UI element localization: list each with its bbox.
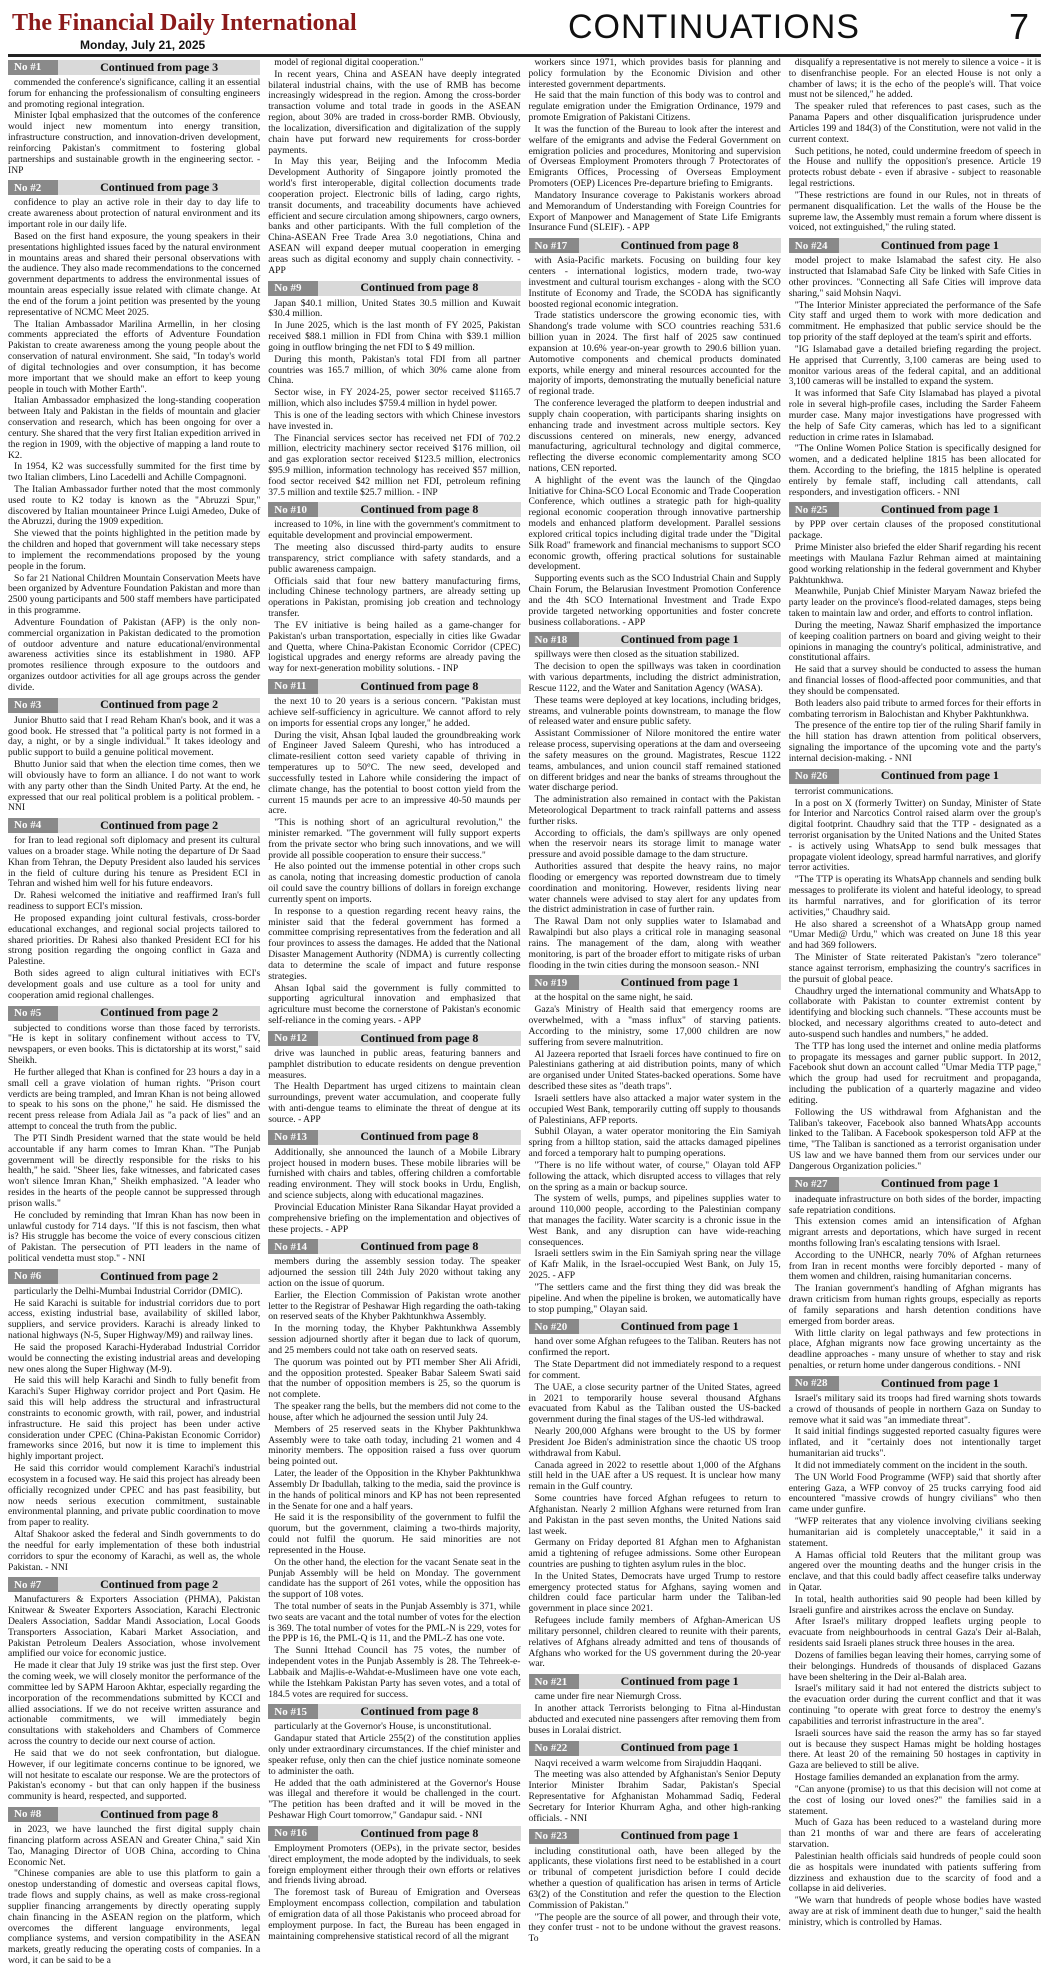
paragraph: Some countries have forced Afghan refugees to return to Afghanistan. Nearly 2 million Afghans were returned from Iran and Pakistan in the past seven months, the United Nations said last week.	[528, 1493, 781, 1537]
paragraph: In response to a question regarding recent heavy rains, the minister said that the federal government has formed a committee comprising representatives from the federation and all four provinces to assess the damages. He added that the National Disaster Management Authority (NDMA) is currently collecting data to determine the scale of impact and future response strategies.	[268, 905, 521, 982]
continued-label: Continued from page 8	[318, 1031, 520, 1046]
paragraph: It was the function of the Bureau to look after the interest and welfare of the emigrants and advise the Federal Government on emigration policies and procedures, Monitoring and supervision of Overseas Employment Promoters through 7 Protectorates of Emigrants Offices, Processing of Overseas Employment Promoters (OEP) Licences Pre-departure briefing to Emigrants.	[528, 123, 781, 190]
article-header	[529, 1319, 781, 1334]
article-header	[789, 238, 1041, 253]
article	[8, 1577, 260, 1803]
article-header	[268, 1130, 520, 1145]
article-header	[268, 281, 520, 296]
article-header	[789, 769, 1041, 784]
column-4	[788, 57, 1041, 1928]
article-header	[529, 1741, 781, 1756]
paragraph: He proposed expanding joint cultural festivals, cross-border educational exchanges, and regional social projects tailored to shared priorities. Dr Rahesi also thanked President ECI for his strong position regarding the ongoing conflict in Gaza and Palestine.	[8, 912, 261, 968]
paragraph: "The people are the source of all power, and through their vote, they confer trust - not to be undone without the gravest reasons. To	[528, 1911, 781, 1945]
paragraph: In recent years, China and ASEAN have deeply integrated bilateral industrial chains, with the use of RMB has become increasingly widespread in the region. Among the cross-border transaction volume and total trade in goods in the ASEAN region, about 30% are traded in cross-border RMB. Obviously, the localization, diversification and digitalization of the supply chain have put forward new requirements for cross-border payments.	[268, 68, 521, 156]
paragraph: According to the UNHCR, nearly 70% of Afghan returnees from Iran in recent months were forcibly deported - many of them women and children, raising humanitarian concerns.	[788, 1249, 1041, 1283]
paragraph: He said the proposed Karachi-Hyderabad Industrial Corridor would be connecting the existing industrial areas and developing new ones along the Super Highway (M-9).	[8, 1341, 261, 1375]
paragraph: Provincial Education Minister Rana Sikandar Hayat provided a comprehensive briefing on the implementation and objectives of these projects. - APP	[268, 1201, 521, 1235]
section-title: CONTINUATIONS	[568, 8, 860, 46]
article-number: No #21	[529, 1674, 579, 1689]
article	[8, 1269, 260, 1574]
paragraph: In the morning today, the Khyber Pakhtunkhwa Assembly session adjourned shortly after it began due to lack of quorum, and 25 members could not take oath on reserved seats.	[268, 1323, 521, 1356]
continued-label: Continued from page 2	[58, 698, 260, 713]
paragraph: Based on the first hand exposure, the young speakers in their presentations highlighted issues faced by the natural environment in mountains areas and shared their personal observations with the audience. They also made recommendations to the concerned government departments to address the environmental issues of mountain areas especially issue related with climate change. At the end of the forum a joint petition was presented by the young representative of NCMC Meet 2025.	[8, 230, 261, 318]
article-number: No #2	[8, 180, 58, 195]
paragraph: Earlier, the Election Commission of Pakistan wrote another letter to the Registrar of Peshawar High regarding the oath-taking on reserved seats of the Khyber Pakhtunkhwa Assembly.	[268, 1289, 521, 1323]
paragraph: The TTP has long used the internet and online media platforms to propagate its messages and garner public support. In 2012, Facebook shut down an account called "Umar Media TTP page," which the group had used for recruitment and propaganda, including the publication of a quarterly magazine and video editing.	[788, 1040, 1041, 1106]
paragraph: It said initial findings suggested reported casualty figures were inflated, and it "certainly does not intentionally target humanitarian aid trucks".	[788, 1426, 1041, 1460]
paragraph: drive was launched in public areas, featuring banners and pamphlet distribution to educate residents on dengue prevention measures.	[268, 1047, 521, 1081]
paragraph: This is one of the leading sectors with which Chinese investors have invested in.	[268, 409, 521, 432]
continued-label: Continued from page 1	[579, 1741, 781, 1756]
article-number: No #4	[8, 818, 58, 833]
article	[529, 975, 781, 1315]
article	[8, 1807, 260, 1967]
paragraph: The Italian Ambassador Marilina Armellin, in her closing comments appreciated the efforts of Adventure Foundation Pakistan to create awareness among the young people about the conservation of natural environment. She said, "In today's world of digital technologies and over consumption, it has become more important that we should make an effort to keep young people in touch with Mother Earth".	[8, 318, 261, 395]
paragraph: model project to make Islamabad the safest city. He also instructed that Islamabad Safe City be linked with Safe Cities in other provinces. "Connecting all Safe Cities will improve data sharing," said Mohsin Naqvi.	[788, 255, 1041, 299]
paragraph: The speaker rang the bells, but the members did not come to the house, after which he adjourned the session until July 24.	[268, 1401, 521, 1423]
paragraph: "The Online Women Police Station is specifically designed for women, and a dedicated helpline 1815 has been allocated for them. According to the briefing, the 1815 helpline is operated entirely by female staff, including call attendants, call responders, and investigation officers. - NNI	[788, 443, 1041, 498]
article	[268, 1239, 520, 1700]
continued-label: Continued from page 1	[839, 502, 1041, 517]
column-3	[528, 57, 781, 1945]
article-number: No #5	[8, 1006, 58, 1021]
continued-label: Continued from page 1	[579, 1319, 781, 1334]
paragraph: He said this will help Karachi and Sindh to fully benefit from Karachi's Super Highway corridor project and Port Qasim. He said this will help address the structural and infrastructural constraints to economic growth, with rail, power, and industrial infrastructure. He said this project has been under active consideration under CPEC (China-Pakistan Economic Corridor) frameworks since 2016, but now it is time to implement this highly important project.	[8, 1375, 261, 1463]
paragraph: So far 21 National Children Mountain Conservation Meets have been organized by Adventure Foundation Pakistan and more than 2500 young participants and 500 staff members have participated in this programme.	[8, 572, 261, 617]
article-header	[529, 238, 781, 253]
paragraph: On the other hand, the election for the vacant Senate seat in the Punjab Assembly will be held on Monday. The government candidate has the support of 261 votes, while the opposition has the support of 108 votes.	[268, 1556, 521, 1601]
paragraph: Subhil Olayan, a water operator monitoring the Ein Samiyah spring from a hilltop station, said the attacks damaged pipelines and forced a temporary halt to pumping operations.	[528, 1126, 781, 1160]
article-header	[789, 1376, 1041, 1391]
paragraph: He said that a survey should be conducted to assess the human and financial losses of flood-affected poor communities, and that they should be compensated.	[788, 664, 1041, 697]
paragraph: Assistant Commissioner of Nilore monitored the entire water release process, supervising operations at the dam and overseeing the safety measures on the ground. Magistrates, Rescue 1122 teams, ambulances, and union council staff remained stationed on different bridges and near the banks of streams throughout the water discharge period.	[528, 728, 781, 794]
paragraph: She viewed that the points highlighted in the petition made by the children and hoped that government will take necessary steps to implement the recommendations proposed by the young people in the forum.	[8, 528, 261, 572]
paragraph: Sector wise, in FY 2024-25, power sector received $1165.7 million, which also includes $759.4 million in hydel power.	[268, 387, 521, 410]
paragraph: "Can anyone (promise) to us that this decision will not come at the cost of losing our loved ones?" the families said in a statement.	[788, 1783, 1041, 1817]
paragraph: The quorum was pointed out by PTI member Sher Ali Afridi, and the opposition protested. Speaker Babar Saleem Swati said that the number of opposition members is 25, so the quorum is not complete.	[268, 1356, 521, 1401]
paragraph: for Iran to lead regional soft diplomacy and present its cultural values on a broader stage. While noting the departure of Dr Saad Khan from Tehran, the Deputy President also lauded his services in the field of culture during his tenure as President ECI in Tehran and wished him well for his future endeavors.	[8, 835, 261, 890]
paragraph: the next 10 to 20 years is a serious concern. "Pakistan must achieve self-sufficiency in agriculture. We cannot afford to rely on imports for essential crops any longer," he added.	[268, 696, 521, 729]
paragraph: Manufacturers & Exporters Association (PHMA), Pakistan Knitwear & Sweater Exporters Association, Karachi Electronic Dealers Association, Saddar Mandi Association, Local Goods Transporters Association, Kabari Market Association, and Pakistan Petroleum Dealers Association, whose involvement amplified our voice for economic justice.	[8, 1594, 261, 1660]
article	[529, 1319, 781, 1670]
paragraph: Both leaders also paid tribute to armed forces for their efforts in combating terrorism in Balochistan and Khyber Pakhtunkhwa.	[788, 697, 1041, 720]
article-header	[8, 1577, 260, 1592]
paragraph: Israel's military said it had not entered the districts subject to the evacuation order during the current conflict and that it was continuing "to operate with great force to destroy the enemy's capabilities and terrorist infrastructure in the area".	[788, 1683, 1041, 1727]
column-1	[8, 58, 261, 1967]
article-header	[529, 975, 781, 990]
paragraph: A Hamas official told Reuters that the militant group was angered over the mounting deaths and the hunger crisis in the enclave, and that this could badly affect ceasefire talks underway in Qatar.	[788, 1549, 1041, 1593]
paragraph: Minister Iqbal emphasized that the outcomes of the conference would inject new momentum into energy transition, infrastructure construction, and innovation-driven development, reinforcing Pakistan's commitment to fostering global partnerships and sustainable growth in the engineering sector. - INP	[8, 110, 261, 176]
paragraph: In 1954, K2 was successfully summited for the first time by two Italian climbers, Lino Lacedelli and Achille Compagnoni.	[8, 461, 261, 484]
paragraph: The Financial services sector has received net FDI of 702.2 million, electricity machinery sector received $176 million, oil and gas exploration sector received $123.5 million, electronics $95.9 million, information technology has received $57 million, food sector received $42 million net FDI, petroleum refining 37.5 million and textile $25.7 million. - INP	[268, 432, 521, 498]
article-number: No #15	[268, 1704, 318, 1719]
article-header	[529, 1829, 781, 1844]
continued-label: Continued from page 1	[579, 1674, 781, 1689]
paragraph: Canada agreed in 2022 to resettle about 1,000 of the Afghans still held in the UAE after a US request. It is unclear how many remain in the Gulf country.	[528, 1459, 781, 1493]
paragraph: Israeli sources have said the reason the army has so far stayed out is because they suspect Hamas might be holding hostages there. At least 20 of the remaining 50 hostages in captivity in Gaza are believed to still be alive.	[788, 1727, 1041, 1772]
paragraph: The administration also remained in contact with the Pakistan Meteorological Department to track rainfall patterns and assess further risks.	[528, 794, 781, 827]
paragraph: Members of 25 reserved seats in the Khyber Pakhtunkhwa Assembly were to take oath today, including 21 women and 4 minority members. The opposition raised a fuss over quorum being pointed out.	[268, 1423, 521, 1468]
continued-label: Continued from page 8	[318, 502, 520, 517]
paragraph: Additionally, she announced the launch of a Mobile Library project housed in modern buses. These mobile libraries will be furnished with chairs and tables, offering children a comfortable reading environment. They will stock books in Urdu, English, and science subjects, along with educational magazines.	[268, 1146, 521, 1202]
paragraph: confidence to play an active role in their day to day life to create awareness about protection of natural environment and its important role in our daily life.	[8, 197, 261, 231]
article-header	[8, 60, 260, 75]
article	[268, 1826, 520, 1942]
article	[268, 679, 520, 1027]
article-number: No #28	[789, 1376, 839, 1391]
paragraph: "The settlers came and the first thing they did was break the pipeline. And when the pipeline is broken, we automatically have to stop pumping," Olayan said.	[528, 1281, 781, 1315]
paragraph: The conference leveraged the platform to deepen industrial and supply chain cooperation, with participants sharing insights on enhancing trade and investment across multiple sectors. Key discussions centered on minerals, new energy, advanced manufacturing, agricultural technology and digital commerce, reflecting the diverse economic complementarity among SCO nations, CEN reported.	[528, 398, 781, 474]
paragraph: The EV initiative is being hailed as a game-changer for Pakistan's urban transportation, especially in cities like Gwadar and Quetta, where China-Pakistan Economic Corridor (CPEC) logistical upgrades and energy reforms are already paving the way for next-generation mobility solutions. - INP	[268, 619, 521, 675]
article-header	[268, 502, 520, 517]
article	[8, 1006, 260, 1265]
paragraph: members during the assembly session today. The speaker adjourned the session till 24th July 2020 without taking any action on the issue of quorum.	[268, 1256, 521, 1289]
paragraph: Later, the leader of the Opposition in the Khyber Pakhtunkhwa Assembly Dr Ibadullah, talking to the media, said the province is in the hands of political minors and KP has not been represented in the Senate for one and a half years.	[268, 1468, 521, 1512]
paragraph: The UAE, a close security partner of the United States, agreed in 2021 to temporarily house several thousand Afghans evacuated from Kabul as the Taliban ousted the US-backed government during the final stages of the US-led withdrawal.	[528, 1381, 781, 1426]
continued-label: Continued from page 3	[58, 180, 260, 195]
paragraph: with Asia-Pacific markets. Focusing on building four key centers - international logistics, modern trade, two-way investment and cultural tourism exchanges - along with the SCO Institute of Economy and Trade, the SCODA has significantly boosted regional economic integration.	[528, 255, 781, 310]
paragraph: The Sunni Ittehad Council has 75 votes, the number of independent votes in the Punjab Assembly is 28. The Tehreek-e-Labbaik and Majlis-e-Wahdat-e-Muslimeen have one vote each, while the Istehkam Pakistan Party has seven votes, and a total of 184.5 votes are required for success.	[268, 1645, 521, 1700]
continued-label: Continued from page 1	[839, 769, 1041, 784]
paragraph: commended the conference's significance, calling it an essential forum for enhancing the professionalism of consulting engineers and promoting regional integration.	[8, 77, 261, 110]
paragraph: "We warn that hundreds of people whose bodies have wasted away are at risk of imminent death due to hunger," said the health ministry, which is controlled by Hamas.	[788, 1895, 1041, 1928]
article-header	[8, 818, 260, 833]
article	[268, 1031, 520, 1126]
paragraph: The speaker ruled that references to past cases, such as the Panama Papers and other disqualification jurisprudence under Articles 199 and 184(3) of the Constitution, were not valid in the current context.	[788, 101, 1041, 145]
paragraph: Germany on Friday deported 81 Afghan men to Afghanistan amid a tightening of refugee admissions. Some other European countries are pushing to tighten asylum rules in the bloc.	[528, 1537, 781, 1570]
paragraph: "The Interior Minister appreciated the performance of the Safe City staff and urged them to work with more dedication and commitment. He emphasized that public service should be the top priority of the staff deployed at the team's spirit and efforts.	[788, 299, 1041, 344]
article	[789, 502, 1041, 764]
article-header	[268, 1239, 520, 1254]
paragraph: He also pointed out the immense potential in other crops such as canola, noting that increasing domestic production of canola oil could save the country billions of dollars in foreign exchange currently spent on imports.	[268, 861, 521, 905]
paragraph: He concluded by reminding that Imran Khan has now been in unlawful custody for 714 days. "If this is not fascism, then what is? His struggle has become the voice of every conscious citizen of Pakistan. The persecution of PTI leaders in the name of political vendetta must stop." - NNI	[8, 1209, 261, 1264]
paragraph: He added that the oath administered at the Governor's House was illegal and therefore it would be challenged in the court. "The petition has been drafted and it will be moved in the Peshawar High Court tomorrow," Gandapur said. - NNI	[268, 1777, 521, 1822]
paragraph: According to officials, the dam's spillways are only opened when the reservoir nears its storage limit to manage water pressure and avoid possible damage to the dam structure.	[528, 827, 781, 861]
paragraph: Hostage families demanded an explanation from the army.	[794, 1772, 1019, 1784]
article-number: No #8	[8, 1807, 58, 1822]
paragraph: With little clarity on legal pathways and few protections in place, Afghan migrants now face growing uncertainty as the deadline approaches - many unsure of whether to stay and risk penalties, or return home under dangerous conditions. - NNI	[788, 1327, 1041, 1372]
paragraph: The State Department did not immediately respond to a request for comment.	[528, 1359, 781, 1381]
article	[268, 1130, 520, 1236]
paragraph: "There is no life without water, of course," Olayan told AFP following the attack, which disrupted access to villages that rely on the spring as a main or backup source.	[528, 1159, 781, 1193]
paragraph: Bhutto Junior said that when the election time comes, then we will obviously have to form an alliance. I do not want to work with any party other than the Sindh United Party. At the end, he expressed that our real political problem is a political problem. - NNI	[8, 759, 261, 814]
article	[8, 60, 260, 176]
issue-date: Monday, July 21, 2025	[80, 38, 206, 52]
continued-label: Continued from page 2	[58, 1006, 260, 1021]
continued-label: Continued from page 2	[58, 818, 260, 833]
article	[529, 1674, 781, 1736]
article	[529, 632, 781, 971]
article	[789, 1177, 1041, 1372]
paragraph: In May this year, Beijing and the Infocomm Media Development Authority of Singapore jointly promoted the world's first interoperable, digital collection documents trade cooperation project. Electronic bills of lading, cargo rights, transit documents, and traceability documents have achieved efficient and secure circulation among shipowners, cargo owners, banks and other participants. With the full completion of the China-ASEAN Free Trade Area 3.0 negotiations, China and ASEAN will expand deeper mutual cooperation in emerging areas such as digital economy and supply chain connectivity. - APP	[268, 156, 521, 276]
article-header	[789, 1177, 1041, 1192]
paragraph: He said this corridor would complement Karachi's industrial ecosystem in a focused way. He said this project has already been officially recognized under CPEC and has past feasibility, but now needs serious execution commitment, sustainable environmental planning, and private public coordination to move from paper to reality.	[8, 1463, 261, 1529]
paragraph: Employment Promoters (OEPs), in the private sector, besides 'direct employment, the mode adopted by the individuals, to seek foreign employment either through their own efforts or relatives and friends living abroad.	[268, 1842, 521, 1887]
article-number: No #6	[8, 1269, 58, 1284]
article-number: No #20	[529, 1319, 579, 1334]
paragraph: The Minister of State reiterated Pakistan's "zero tolerance" stance against terrorism, emphasizing the country's sacrifices in the pursuit of global peace.	[788, 952, 1041, 985]
article-header	[8, 698, 260, 713]
paragraph: Such petitions, he noted, could undermine freedom of speech in the House and nullify the opposition's presence. Article 19 protects robust debate - even if abrasive - subject to reasonable legal restrictions.	[788, 145, 1041, 190]
paragraph: Authorities assured that despite the heavy rains, no major flooding or emergency was reported downstream due to timely coordination and monitoring. However, residents living near water channels were advised to stay alert for any updates from the district administration in case of further rain.	[528, 861, 781, 916]
paragraph: These teams were deployed at key locations, including bridges, streams, and vulnerable points downstream, to manage the flow of released water and ensure public safety.	[528, 694, 781, 728]
continued-label: Continued from page 1	[579, 975, 781, 990]
paragraph: The Iranian government's handling of Afghan migrants has drawn criticism from human rights groups, especially as reports of family separations and harsh detention conditions have emerged from border areas.	[788, 1283, 1041, 1327]
paragraph: terrorist communications.	[794, 785, 894, 797]
article-number: No #11	[268, 679, 318, 694]
paragraph: The UN World Food Programme (WFP) said that shortly after entering Gaza, a WFP convoy of 25 trucks carrying food aid encountered "massive crowds of hungry civilians" who then came under gunfire.	[788, 1471, 1041, 1516]
paragraph: He further alleged that Khan is confined for 23 hours a day in a small cell a grave violation of human rights. "Prison court verdicts are being trampled, and Imran Khan is not being allowed to speak to his sons on the phone," he said. He dismissed the recent press release from Adiala Jail as "a pack of lies" and an attempt to conceal the truth from the public.	[8, 1066, 261, 1133]
article	[268, 281, 520, 499]
paragraph: inadequate infrastructure on both sides of the border, impacting safe repatriation conditions.	[788, 1193, 1041, 1216]
article-number: No #9	[268, 281, 318, 296]
article-number: No #22	[529, 1741, 579, 1756]
paragraph: Gaza's Ministry of Health said that emergency rooms are overwhelmed, with a "mass influx" of starving patients. According to the ministry, some 17,000 children are now suffering from severe malnutrition.	[528, 1004, 781, 1048]
paragraph: A highlight of the event was the launch of the Qingdao Initiative for China-SCO Local Economic and Trade Cooperation Conference, which outlines a strategic path for high-quality regional economic cooperation through innovative partnership models and enhanced platform development. Parallel sessions explored critical topics including digital trade under the "Digital Silk Road" framework and financial mechanisms to support SCO economic growth, offering practical solutions for sustainable development.	[528, 474, 781, 573]
continued-label: Continued from page 8	[318, 1130, 520, 1145]
paragraph: "These restrictions are found in our Rules, not in threats of permanent disqualification. Let the walls of the House be the supreme law, the Assembly must remain a forum where dissent is voiced, not extinguished," the ruling stated.	[788, 189, 1041, 234]
article-number: No #7	[8, 1577, 58, 1592]
paragraph: workers since 1971, which provides basis for planning and policy formulation by the Economic Division and other interested government departments.	[528, 57, 781, 90]
paragraph: "WFP reiterates that any violence involving civilians seeking humanitarian aid is completely unacceptable," it said in a statement.	[788, 1516, 1041, 1549]
paragraph: In total, health authorities said 90 people had been killed by Israeli gunfire and airstrikes across the enclave on Sunday.	[788, 1593, 1041, 1616]
article	[8, 818, 260, 1001]
paragraph: Prime Minister also briefed the elder Sharif regarding his recent meetings with Maulana Fazlur Rehman aimed at maintaining good working relationship in the federal government and Khyber Pakhtunkhwa.	[788, 542, 1041, 586]
paragraph: came under fire near Niemurgh Cross.	[534, 1691, 682, 1703]
article-columns	[8, 57, 1041, 1967]
continued-label: Continued from page 8	[58, 1807, 260, 1822]
continued-label: Continued from page 8	[318, 1239, 520, 1254]
article-number: No #24	[789, 238, 839, 253]
paragraph: The presence of the entire top tier of the ruling Sharif family in the hill station has drawn attention from political observers, signaling the importance of the upcoming vote and the party's internal decision-making. - NNI	[788, 720, 1041, 764]
paragraph: Refugees include family members of Afghan-American US military personnel, children cleared to reunite with their parents, relatives of Afghans already admitted and tens of thousands of Afghans who worked for the US government during the 20-year war.	[528, 1615, 781, 1670]
paragraph: The foremost task of Bureau of Emigration and Overseas Employment encompass collection, compilation and tabulation of emigration data of all those Pakistanis who proceed abroad for employment purpose. In fact, the Bureau has been engaged in maintaining comprehensive statistical record of all the migrant	[268, 1887, 521, 1942]
paragraph: Nearly 200,000 Afghans were brought to the US by former President Joe Biden's administration since the chaotic US troop withdrawal from Kabul.	[528, 1426, 781, 1459]
paragraph: particularly the Delhi-Mumbai Industrial Corridor (DMIC).	[14, 1285, 243, 1297]
article-number: No #19	[529, 975, 579, 990]
paragraph: increased to 10%, in line with the government's commitment to equitable development and provincial empowerment.	[268, 519, 521, 542]
article-number: No #16	[268, 1826, 318, 1841]
paragraph: at the hospital on the same night, he said.	[534, 992, 693, 1004]
paragraph: He made it clear that July 19 strike was just the first step. Over the coming week, we will closely monitor the performance of the committee led by SAPM Haroon Akhtar, especially regarding the incorporation of the recommendations submitted by KCCI and allied associations. If we do not receive written assurance and actionable commitments, we will immediately begin consultations with stakeholders and Chambers of Commerce across the country to decide our next course of action.	[8, 1660, 261, 1748]
paragraph: "IG Islamabad gave a detailed briefing regarding the project. He apprised that Currently, 3,100 cameras are being used to monitor various areas of the federal capital, and an additional 3,100 cameras will be installed to expand the system.	[788, 343, 1041, 388]
article-number: No #10	[268, 502, 318, 517]
article	[268, 502, 520, 675]
article	[268, 1704, 520, 1821]
article-number: No #13	[268, 1130, 318, 1145]
paragraph: Dr. Rahesi welcomed the initiative and reaffirmed Iran's full readiness to support ECI's mission.	[8, 890, 261, 913]
continued-label: Continued from page 1	[839, 238, 1041, 253]
column-2	[268, 57, 521, 1942]
continued-label: Continued from page 8	[318, 281, 520, 296]
article-header	[789, 502, 1041, 517]
article	[529, 238, 781, 628]
article	[789, 1376, 1041, 1929]
article	[268, 58, 520, 277]
paragraph: model of regional digital cooperation."	[274, 57, 424, 68]
article-number: No #3	[8, 698, 58, 713]
paragraph: During this month, Pakistan's total FDI from all partner countries was 165.7 million, of which 30% came alone from China.	[268, 353, 521, 387]
article-header	[8, 1807, 260, 1822]
paragraph: Al Jazeera reported that Israeli forces have continued to fire on Palestinians gathering at aid distribution points, many of which are organised under United States-backed operations. Some have described these sites as "death traps".	[528, 1048, 781, 1093]
article-number: No #25	[789, 502, 839, 517]
paragraph: Ahsan Iqbal said the government is fully committed to supporting agricultural innovation and emphasized that agriculture must become the cornerstone of Pakistan's economic self-reliance in the coming years. - APP	[268, 982, 521, 1027]
article-header	[268, 1031, 520, 1046]
paragraph: Naqvi received a warm welcome from Sirajuddin Haqqani.	[534, 1757, 762, 1769]
paragraph: Following the US withdrawal from Afghanistan and the Taliban's takeover, Facebook also banned WhatsApp accounts linked to the Taliban. A Facebook spokesperson told AFP at the time, "The Taliban is sanctioned as a terrorist organisation under US law and we have banned them from our services under our Dangerous Organization policies."	[788, 1106, 1041, 1172]
paragraph: in 2023, we have launched the first digital supply chain financing platform across ASEAN and Greater China," said Xin Tao, Managing Director of UOB China, according to China Economic Net.	[8, 1824, 261, 1868]
paragraph: Officials said that four new battery manufacturing firms, including Chinese technology partners, are already setting up operations in Pakistan, promising job creation and technology transfer.	[268, 575, 521, 620]
paragraph: This extension comes amid an intensification of Afghan migrant arrests and deportations, which have surged in recent months following Iran's escalating tensions with Israel.	[788, 1216, 1041, 1249]
article-number: No #17	[529, 238, 579, 253]
article-number: No #23	[529, 1829, 579, 1844]
paragraph: Meanwhile, Punjab Chief Minister Maryam Nawaz briefed the party leader on the province's flood-related damages, steps being taken to maintain law and order, and efforts to control inflation.	[788, 586, 1041, 620]
paragraph: The Rawal Dam not only supplies water to Islamabad and Rawalpindi but also plays a critical role in managing seasonal rains. The management of the dam, along with weather monitoring, is part of the broader effort to mitigate risks of urban flooding in the twin cities during the monsoon season.- NNI	[528, 916, 781, 971]
article	[789, 238, 1041, 498]
continued-label: Continued from page 8	[579, 238, 781, 253]
paragraph: Palestinian health officials said hundreds of people could soon die as hospitals were inundated with patients suffering from dizziness and exhaustion due to the scarcity of food and a collapse in aid deliveries.	[788, 1850, 1041, 1895]
paragraph: hand over some Afghan refugees to the Taliban. Reuters has not confirmed the report.	[528, 1336, 781, 1359]
continued-label: Continued from page 8	[318, 1704, 520, 1719]
paragraph: During the meeting, Nawaz Sharif emphasized the importance of keeping coalition partners on board and giving weight to their opinions in managing the country's political, administrative, and constitutional affairs.	[788, 619, 1041, 664]
paragraph: The meeting also discussed third-party audits to ensure transparency, strict compliance with safety standards, and a public awareness campaign.	[268, 542, 521, 575]
paragraph: Much of Gaza has been reduced to a wasteland during more than 21 months of war and there are fears of accelerating starvation.	[788, 1817, 1041, 1851]
paragraph: Japan $40.1 million, United States 30.5 million and Kuwait $30.4 million.	[268, 297, 521, 320]
paragraph: The PTI Sindh President warned that the state would be held accountable if any harm comes to Imran Khan. "The Punjab government will be directly responsible for the risks to his health," he said. "Sheer lies, fake witnesses, and fabricated cases won't silence Imran Khan," Sheikh emphasized. "A leader who resides in the hearts of the people cannot be suppressed through prison walls."	[8, 1132, 261, 1209]
paragraph: "Chinese companies are able to use this platform to gain a onestop understanding of domestic and overseas capital flows, trade flows and supply chains, as well as make cross-regional supplier financing arrangements by directly operating supply chain financing in the ASEAN region on the platform, which overcomes the different language environments, legal compliance systems, and version compatibility in the ASEAN markets, greatly reducing the operating costs of companies. In a word, it can be said to be a	[8, 1868, 261, 1967]
article	[529, 1741, 781, 1825]
article-number: No #26	[789, 769, 839, 784]
paragraph: Dozens of families began leaving their homes, carrying some of their belongings. Hundreds of thousands of displaced Gazans have been sheltering in the Deir al-Balah area.	[788, 1649, 1041, 1683]
paragraph: Israeli settlers swim in the Ein Samiyah spring near the village of Kafr Malik, in the Israel-occupied West Bank, on July 15, 2025. - AFP	[528, 1248, 781, 1282]
continued-label: Continued from page 8	[318, 679, 520, 694]
continued-label: Continued from page 2	[58, 1577, 260, 1592]
paragraph: Italian Ambassador emphasized the long-standing cooperation between Italy and Pakistan in the fields of mountain and glacier conservation and research, which has been ongoing for over a century. She shared that the very first Italian expedition arrived in the region in 1909, with the objective of mapping a land route to K2.	[8, 395, 261, 461]
paragraph: The decision to open the spillways was taken in coordination with various departments, including the district administration, Rescue 1122, and the Water and Sanitation Agency (WASA).	[528, 661, 781, 694]
article-header	[8, 1269, 260, 1284]
paragraph: After Israel's military dropped leaflets urging people to evacuate from neighbourhoods in central Gaza's Deir al-Balah, residents said Israeli planes struck three houses in the area.	[788, 1616, 1041, 1650]
paragraph: The total number of seats in the Punjab Assembly is 371, while two seats are vacant and the total number of votes for the election is 369. The total number of votes for the PML-N is 229, votes for the PPP is 16, the PML-Q is 11, and the PML-Z has one vote.	[268, 1601, 521, 1645]
paragraph: He also shared a screenshot of a WhatsApp group named "Umar Medi@ Urdu," which was created on June 18 this year and had 369 followers.	[788, 918, 1041, 952]
paragraph: Gandapur stated that Article 255(2) of the constitution applies only under extraordinary circumstances. If the chief minister and speaker refuse, only then can the chief justice nominate someone to administer the oath.	[268, 1733, 521, 1777]
paragraph: "The TTP is operating its WhatsApp channels and sending bulk messages to proliferate its violent and hateful ideology, to spread its harmful narratives, and for glorification of its terror activities," Chaudhry said.	[788, 874, 1041, 918]
continued-label: Continued from page 3	[58, 60, 260, 75]
paragraph: Trade statistics underscore the growing economic ties, with Shandong's trade volume with SCO countries reaching 531.6 billion yuan in 2024. The first half of 2025 saw continued expansion at 10.6% year-on-year growth to 290.6 billion yuan. Automotive components and chemical products dominated exports, while energy and mineral resources accounted for the majority of imports, demonstrating the mutually beneficial nature of regional trade.	[528, 310, 781, 398]
article-header	[268, 1826, 520, 1841]
paragraph: In another attack Terrorists belonging to Fitna al-Hindustan abducted and executed nine passengers after removing them from buses in Loralai district.	[528, 1703, 781, 1736]
article-header	[529, 1674, 781, 1689]
paragraph: Altaf Shakoor asked the federal and Sindh governments to do the needful for early implementation of these both industrial corridors to spur the economy of Karachi, as well as, the whole Pakistan. - NNI	[8, 1529, 261, 1573]
article	[8, 698, 260, 814]
article	[529, 1829, 781, 1945]
paragraph: Israeli settlers have also attacked a major water system in the occupied West Bank, temporarily cutting off supply to thousands of Palestinians, AFP reports.	[528, 1092, 781, 1126]
paragraph: It did not immediately comment on the incident in the south.	[794, 1459, 1028, 1471]
paragraph: Adventure Foundation of Pakistan (AFP) is the only non-commercial organization in Pakistan dedicated to the promotion of outdoor adventure and nature educational/environmental awareness activities since its establishment in 1980. AFP promotes resilience through exposure to the outdoors and organizes outdoor activities for all age groups across the gender divide.	[8, 616, 261, 693]
article	[789, 769, 1041, 1173]
paragraph: The meeting was also attended by Afghanistan's Senior Deputy Interior Minister Ibrahim Sadar, Pakistan's Special Representative for Afghanistan Mohammad Sadiq, Federal Secretary for Interior Khurram Agha, and other high-ranking officials. - NNI	[528, 1769, 781, 1824]
paragraph: He said it is the responsibility of the government to fulfil the quorum, but the government, claiming a two-thirds majority, could not fulfil the quorum. He said minorities are not represented in the House.	[268, 1512, 521, 1556]
article-number: No #14	[268, 1239, 318, 1254]
masthead	[8, 6, 1041, 57]
article-header	[8, 180, 260, 195]
paragraph: Israel's military said its troops had fired warning shots towards a crowd of thousands of people in northern Gaza on Sunday to remove what it said was "an immediate threat".	[788, 1392, 1041, 1426]
paragraph: During the visit, Ahsan Iqbal lauded the groundbreaking work of Engineer Javed Saleem Qureshi, who has introduced a climate-resilient cotton seed variety capable of thriving in temperatures up to 50°C. The new seed, developed and successfully tested in Lahore while considering the impact of climate change, has the potential to boost cotton yield from the current 15 maunds per acre to an impressive 40-50 maunds per acre.	[268, 729, 521, 817]
paragraph: In June 2025, which is the last month of FY 2025, Pakistan received $88.1 million in FDI from China with $39.1 million going in outflow bringing the net FDI to $ 49 million.	[268, 320, 521, 353]
paragraph: The Italian Ambassador further noted that the most commonly used route to K2 today is known as the "Abruzzi Spur," discovered by Italian mountaineer Prince Luigi Amedeo, Duke of the Abruzzi, during the 1909 expedition.	[8, 483, 261, 528]
article-number: No #18	[529, 632, 579, 647]
paragraph: including constitutional oath, have been alleged by the applicants, these violations first need to be established in a court or tribunal of competent jurisdiction before I could decide whether a question of qualification has arisen in terms of Article 63(2) of the Constitution and refer the question to the Election Commission of Pakistan."	[528, 1845, 781, 1911]
article	[8, 180, 260, 693]
newspaper-title: The Financial Daily International	[12, 10, 357, 36]
article	[789, 58, 1041, 234]
paragraph: It was informed that Safe City Islamabad has played a pivotal role in several high-profile cases, including the Sarder Faheem murder case. Many major investigations have progressed with the help of Safe City cameras, which has led to a significant reduction in crime rates in Islamabad.	[788, 388, 1041, 443]
article-header	[268, 1704, 520, 1719]
paragraph: subjected to conditions worse than those faced by terrorists. "He is kept in solitary confinement without access to TV, newspapers, or even books. This is dictatorship at its worst," said Sheikh.	[8, 1022, 261, 1067]
paragraph: Both sides agreed to align cultural initiatives with ECI's development goals and use culture as a tool for unity and cooperation amid regional challenges.	[8, 968, 261, 1001]
article-number: No #1	[8, 60, 58, 75]
paragraph: He said that the main function of this body was to control and regulate emigration under the Emigration Ordinance, 1979 and promote Emigration of Pakistani Citizens.	[528, 90, 781, 124]
paragraph: In the United States, Democrats have urged Trump to restore emergency protected status for Afghans, saying women and children could face particular harm under the Taliban-led government in place since 2021.	[528, 1570, 781, 1615]
article-header	[8, 1006, 260, 1021]
continued-label: Continued from page 2	[58, 1269, 260, 1284]
article-header	[268, 679, 520, 694]
paragraph: He said that we do not seek confrontation, but dialogue. However, if our legitimate concerns continue to be ignored, we will not hesitate to escalate our response. We are the protectors of Pakistan's economy - but that can only happen if the business community is heard, respected, and supported.	[8, 1747, 261, 1803]
article	[529, 58, 781, 234]
paragraph: by PPP over certain clauses of the proposed constitutional package.	[788, 519, 1041, 542]
article-number: No #12	[268, 1031, 318, 1046]
article-header	[529, 632, 781, 647]
paragraph: particularly at the Governor's House, is unconstitutional.	[274, 1721, 492, 1733]
paragraph: The system of wells, pumps, and pipelines supplies water to around 110,000 people, according to the Palestinian company that manages the facility. Water scarcity is a chronic issue in the West Bank, and any disruption can have wide-reaching consequences.	[528, 1193, 781, 1248]
continued-label: Continued from page 1	[579, 632, 781, 647]
continued-label: Continued from page 8	[318, 1826, 520, 1841]
paragraph: Chaudhry urged the international community and WhatsApp to collaborate with Pakistan to counter extremist content by identifying and blocking such channels. "These accounts must be blocked, and necessary algorithms created to auto-detect and auto-suspend such handles and numbers," he added.	[788, 985, 1041, 1040]
paragraph: He said Karachi is suitable for industrial corridors due to port access, existing industrial base, availability of skilled labor, suppliers, and service providers. Karachi is already linked to national highways (N-5, Super Highway/M9) and railway lines.	[8, 1297, 261, 1342]
paragraph: The Health Department has urged citizens to maintain clean surroundings, prevent water accumulation, and cooperate fully with anti-dengue teams to eliminate the threat of dengue at its source. - APP	[268, 1081, 521, 1125]
article-number: No #27	[789, 1177, 839, 1192]
page-number: 7	[1008, 6, 1029, 47]
paragraph: spillways were then closed as the situation stabilized.	[534, 649, 740, 661]
paragraph: In a post on X (formerly Twitter) on Sunday, Minister of State for Interior and Narcotics Control raised alarm over the group's digital footprint. Chaudhry said that the TTP - designated as a terrorist organisation by the United Nations and the United States - is actively using WhatsApp to send bulk messages that propagate violent ideology, spread harmful narratives, and glorify terror activities.	[788, 797, 1041, 874]
continued-label: Continued from page 1	[839, 1376, 1041, 1391]
paragraph: Junior Bhutto said that I read Reham Khan's book, and it was a good book. He stressed that "a political party is not formed in a day, a night, or by a single individual." It takes ideology and public support to build a genuine political movement.	[8, 714, 261, 759]
continued-label: Continued from page 1	[579, 1829, 781, 1844]
continued-label: Continued from page 1	[839, 1177, 1041, 1192]
paragraph: disqualify a representative is not merely to silence a voice - it is to disenfranchise people. For an elected House is not only a chamber of laws; it is the echo of the people's will. That voice must not be silenced," he added.	[788, 57, 1041, 101]
paragraph: Mandatory Insurance coverage to Pakistanis workers abroad and Memorandum of Understanding with Foreign Countries for Export of Manpower and Management of State Life Emigrants Insurance Fund (SLEIF). - APP	[528, 189, 781, 234]
paragraph: "This is nothing short of an agricultural revolution," the minister remarked. "The government will fully support experts from the private sector who bring such innovations, and we will provide all possible cooperation to ensure their success."	[268, 817, 521, 861]
paragraph: Supporting events such as the SCO Industrial Chain and Supply Chain Forum, the Belarusian Investment Promotion Conference and the 4th SCO International Investment and Trade Expo provide targeted networking opportunities and foster concrete business collaborations. - APP	[528, 573, 781, 628]
